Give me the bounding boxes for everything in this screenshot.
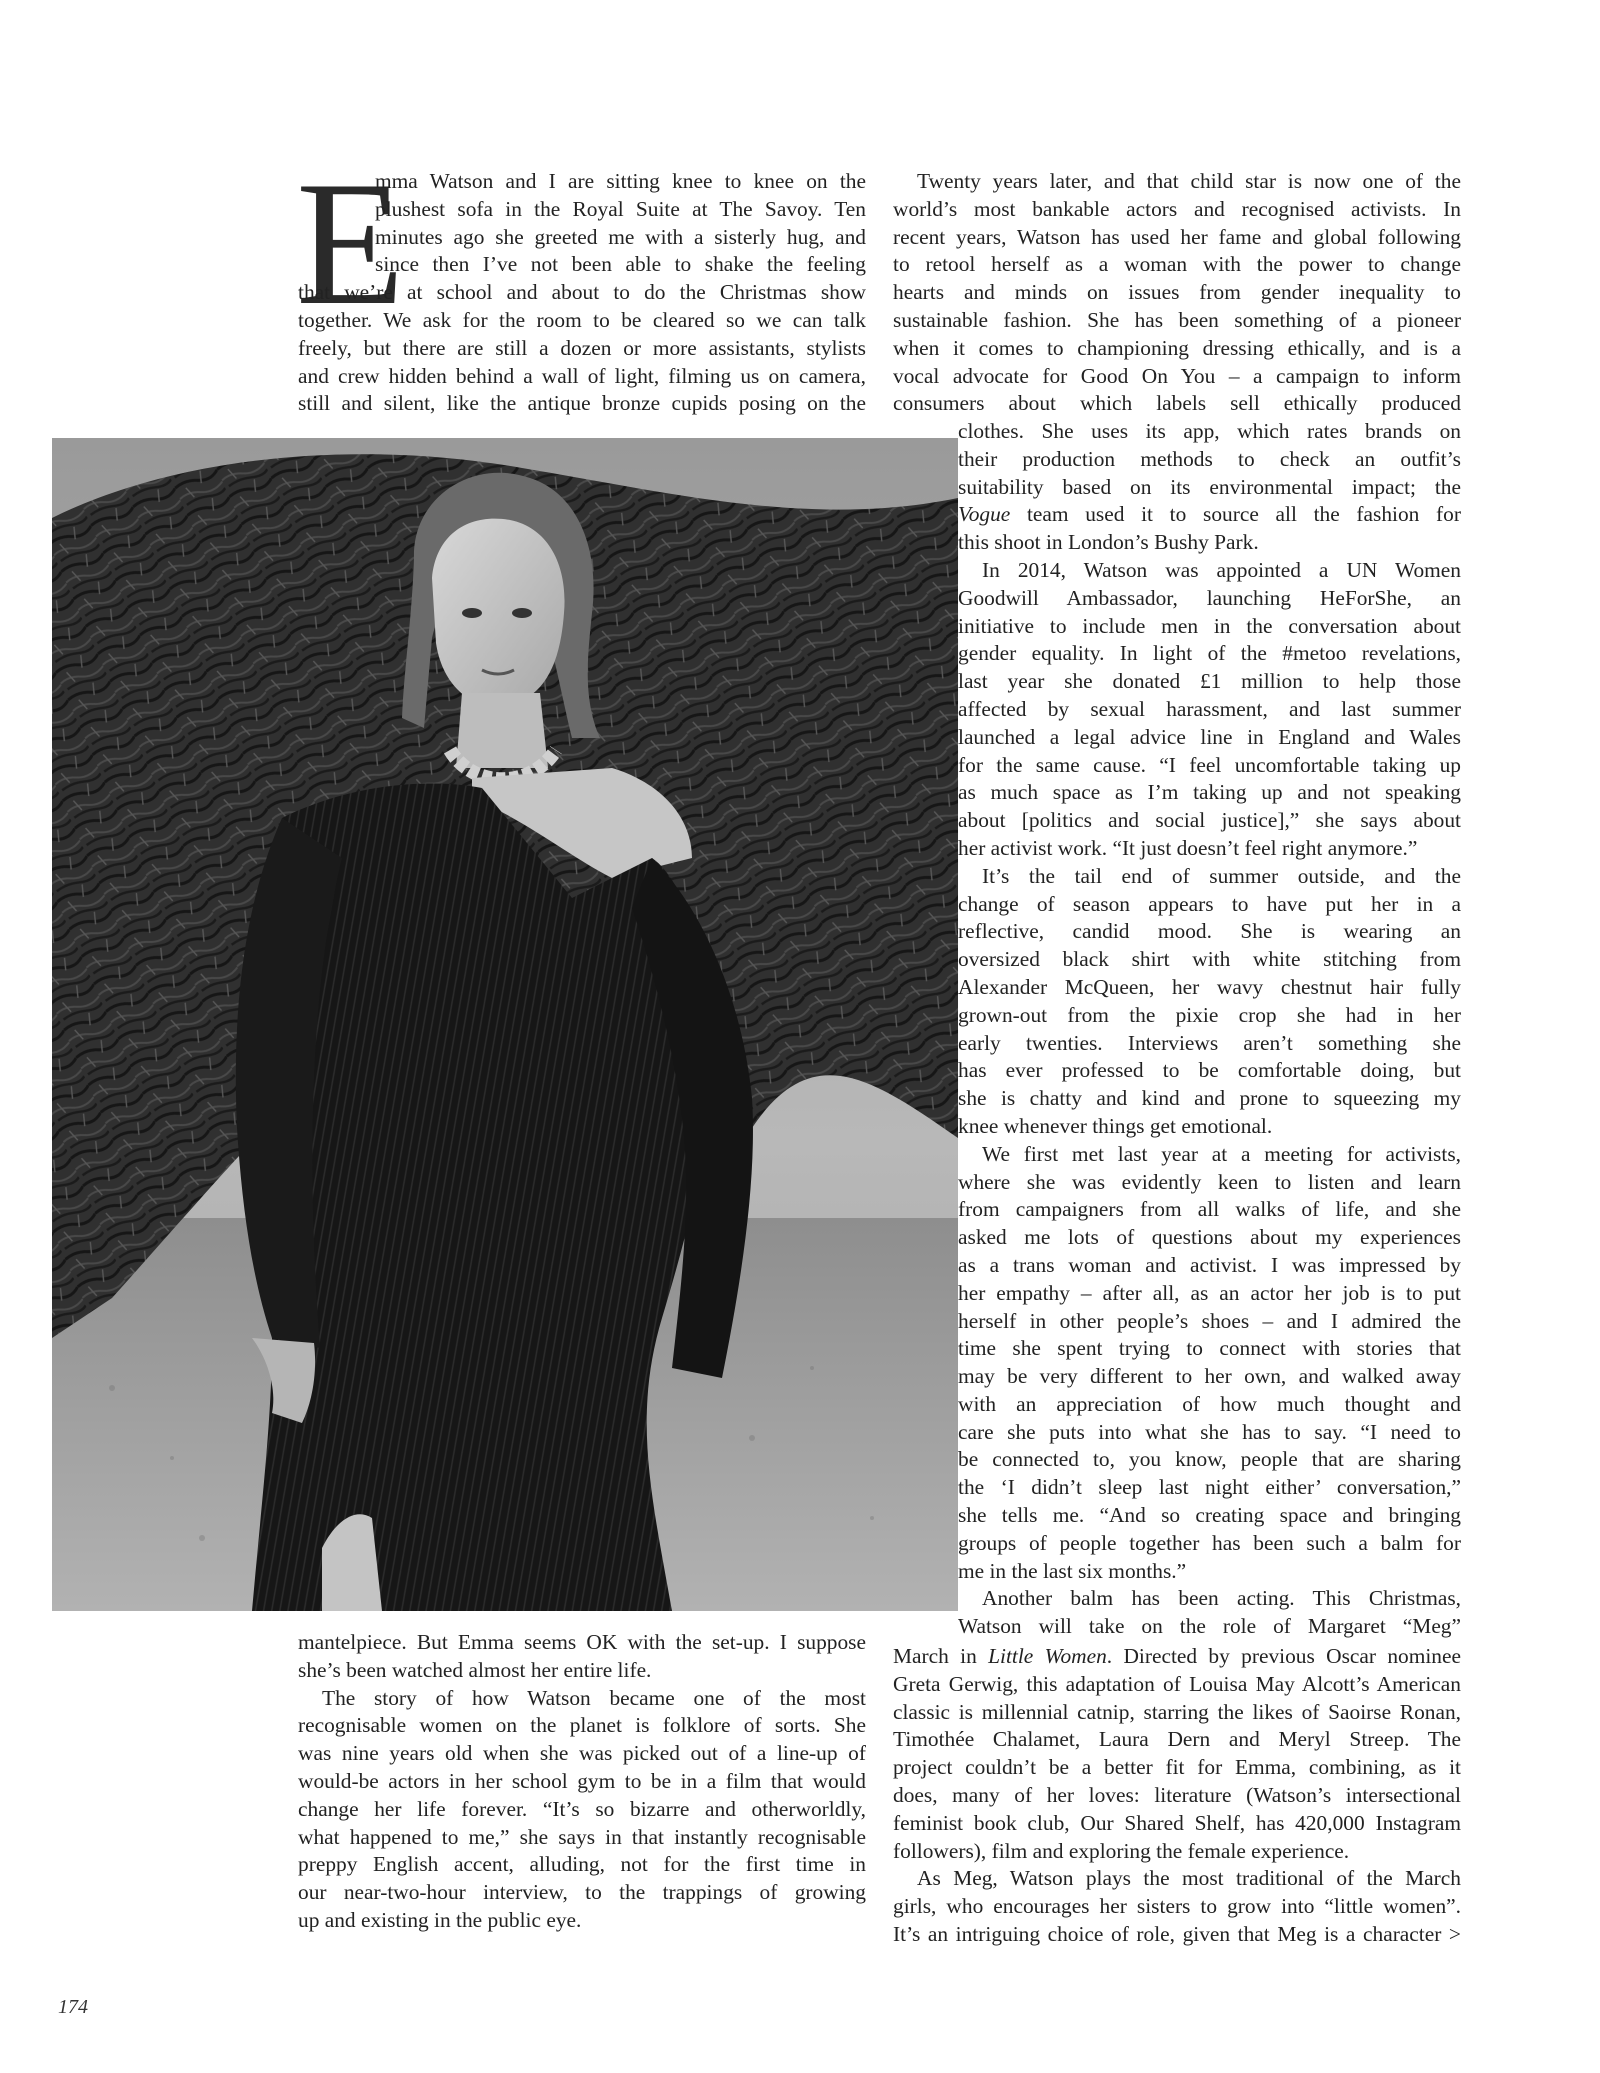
text-line: may be very different to her own, and walked away — [958, 1364, 1461, 1389]
text-line: her empathy – after all, as an actor her job is to put — [958, 1280, 1461, 1305]
page-number: 174 — [58, 1996, 88, 2018]
text-line: be connected to, you know, people that are sharing — [958, 1447, 1461, 1472]
right-column-top — [893, 168, 1461, 418]
text-line: Greta Gerwig, this adaptation of Louisa May Alcott’s American — [893, 1671, 1461, 1696]
text-line: Watson will take on the role of Margaret “Meg” — [958, 1614, 1461, 1639]
text-line: their production methods to check an outfit’s — [958, 446, 1461, 471]
text-line: about [politics and social justice],” she says about — [958, 808, 1461, 833]
text-line: Twenty years later, and that child star is now one of the — [917, 169, 1461, 193]
left-column-bottom — [298, 1629, 866, 1935]
text-line: Goodwill Ambassador, launching HeForShe, an — [958, 585, 1461, 610]
film-title: Little Women — [988, 1644, 1107, 1668]
text-line: early twenties. Interviews aren’t something she — [958, 1030, 1461, 1055]
text-line: world’s most bankable actors and recognised activists. In — [893, 196, 1461, 221]
text-line: time she spent trying to connect with stories that — [958, 1336, 1461, 1361]
text-line: Timothée Chalamet, Laura Dern and Meryl Streep. The — [893, 1727, 1461, 1752]
right-column-narrow — [958, 418, 1461, 1641]
text-line: girls, who encourages her sisters to grow into “little women”. — [893, 1894, 1461, 1919]
text-line — [958, 501, 1461, 529]
text-line: up and existing in the public eye. — [298, 1907, 582, 1932]
text-line: she tells me. “And so creating space and bringing — [958, 1503, 1461, 1528]
portrait-photo — [52, 438, 958, 1611]
text-line: grown-out from the pixie crop she had in her — [958, 1002, 1461, 1027]
text-line: she is chatty and kind and prone to squeezing my — [958, 1086, 1461, 1111]
text-line: has ever professed to be comfortable doing, but — [958, 1058, 1461, 1083]
text-line: initiative to include men in the conversation about — [958, 613, 1461, 638]
text-line: our near-two-hour interview, to the trappings of growing — [298, 1880, 866, 1905]
text-line — [893, 1643, 1461, 1671]
text-line: mma Watson and I are sitting knee to knee on the — [375, 169, 866, 193]
text-line: preppy English accent, alluding, not for the first time in — [298, 1852, 866, 1877]
text-line: since then I’ve not been able to shake the feeling — [375, 252, 866, 277]
drop-cap: E — [296, 144, 405, 342]
text-line: last year she donated £1 million to help those — [958, 669, 1461, 694]
text-line: It’s the tail end of summer outside, and the — [982, 863, 1461, 888]
text-line: groups of people together has been such a balm for — [958, 1530, 1461, 1555]
text-line: the ‘I didn’t sleep last night either’ conversation,” — [958, 1475, 1461, 1500]
text-line: suitability based on its environmental impact; the — [958, 474, 1461, 499]
text-line: this shoot in London’s Bushy Park. — [958, 530, 1259, 555]
vogue-title: Vogue — [958, 502, 1011, 527]
text-line: recognisable women on the planet is folklore of sorts. She — [298, 1713, 866, 1738]
text-line: herself in other people’s shoes – and I admired the — [958, 1308, 1461, 1333]
right-column-bottom — [893, 1643, 1461, 1949]
text-line: Alexander McQueen, her wavy chestnut hair fully — [958, 974, 1461, 999]
text-line: for the same cause. “I feel uncomfortable taking up — [958, 752, 1461, 777]
text-line: It’s an intriguing choice of role, given that Meg is a character > — [893, 1921, 1461, 1946]
text-span: . Directed by previous Oscar nominee — [1106, 1644, 1461, 1668]
text-line: her activist work. “It just doesn’t feel right anymore.” — [958, 835, 1418, 860]
text-line: and crew hidden behind a wall of light, filming us on camera, — [298, 363, 866, 388]
text-line: would-be actors in her school gym to be in a film that would — [298, 1768, 866, 1793]
left-column-top — [296, 144, 866, 418]
text-line: In 2014, Watson was appointed a UN Women — [982, 557, 1461, 582]
text-line: when it comes to championing dressing ethically, and is a — [893, 335, 1461, 360]
text-line: together. We ask for the room to be cleared so we can talk — [298, 307, 866, 332]
text-line: still and silent, like the antique bronze cupids posing on the — [298, 391, 866, 416]
text-line: from campaigners from all walks of life, and she — [958, 1197, 1461, 1222]
text-line: does, many of her loves: literature (Watson’s intersectional — [893, 1782, 1461, 1807]
text-line: freely, but there are still a dozen or more assistants, stylists — [298, 335, 866, 360]
text-line: asked me lots of questions about my experiences — [958, 1225, 1461, 1250]
text-line: was nine years old when she was picked out of a line-up of — [298, 1741, 866, 1766]
text-line: followers), film and exploring the female experience. — [893, 1838, 1350, 1863]
text-line: reflective, candid mood. She is wearing an — [958, 919, 1461, 944]
text-line: as a trans woman and activist. I was impressed by — [958, 1252, 1461, 1277]
text-line: oversized black shirt with white stitching from — [958, 947, 1461, 972]
text-line: consumers about which labels sell ethically produced — [893, 391, 1461, 416]
text-line: minutes ago she greeted me with a sisterly hug, and — [375, 224, 866, 249]
text-line: classic is millennial catnip, starring the likes of Saoirse Ronan, — [893, 1699, 1461, 1724]
text-line: vocal advocate for Good On You – a campaign to inform — [893, 363, 1461, 388]
text-line: launched a legal advice line in England and Wales — [958, 724, 1461, 749]
text-line: hearts and minds on issues from gender inequality to — [893, 280, 1461, 305]
text-span: team used it to source all the fashion for — [1026, 502, 1461, 527]
text-line: knee whenever things get emotional. — [958, 1113, 1273, 1138]
text-line: what happened to me,” she says in that instantly recognisable — [298, 1824, 866, 1849]
text-line: We first met last year at a meeting for activists, — [982, 1141, 1461, 1166]
text-line: feminist book club, Our Shared Shelf, has 420,000 Instagram — [893, 1810, 1461, 1835]
text-line: with an appreciation of how much thought and — [958, 1391, 1461, 1416]
text-span: March in — [893, 1644, 977, 1668]
text-line: where she was evidently keen to listen and learn — [958, 1169, 1461, 1194]
text-line: change of season appears to have put her in a — [958, 891, 1461, 916]
text-line: recent years, Watson has used her fame and global following — [893, 224, 1461, 249]
text-line: project couldn’t be a better fit for Emma, combining, as it — [893, 1755, 1461, 1780]
text-line: plushest sofa in the Royal Suite at The Savoy. Ten — [375, 196, 866, 221]
text-line: as much space as I’m taking up and not speaking — [958, 780, 1461, 805]
text-line: affected by sexual harassment, and last summer — [958, 696, 1461, 721]
text-line: she’s been watched almost her entire life. — [298, 1657, 652, 1682]
text-line: that we’re at school and about to do the Christmas show — [298, 280, 866, 305]
text-line: clothes. She uses its app, which rates brands on — [958, 419, 1461, 443]
text-line: me in the last six months.” — [958, 1558, 1187, 1583]
text-line: to retool herself as a woman with the power to change — [893, 252, 1461, 277]
text-line: Another balm has been acting. This Christmas, — [982, 1586, 1461, 1611]
text-line: care she puts into what she has to say. “I need to — [958, 1419, 1461, 1444]
text-line: change her life forever. “It’s so bizarre and otherworldly, — [298, 1796, 866, 1821]
text-line: sustainable fashion. She has been something of a pioneer — [893, 307, 1461, 332]
text-line: gender equality. In light of the #metoo revelations, — [958, 641, 1461, 666]
text-line: As Meg, Watson plays the most traditional of the March — [917, 1866, 1461, 1891]
text-line: The story of how Watson became one of the most — [322, 1685, 866, 1710]
text-line: mantelpiece. But Emma seems OK with the set-up. I suppose — [298, 1630, 866, 1654]
